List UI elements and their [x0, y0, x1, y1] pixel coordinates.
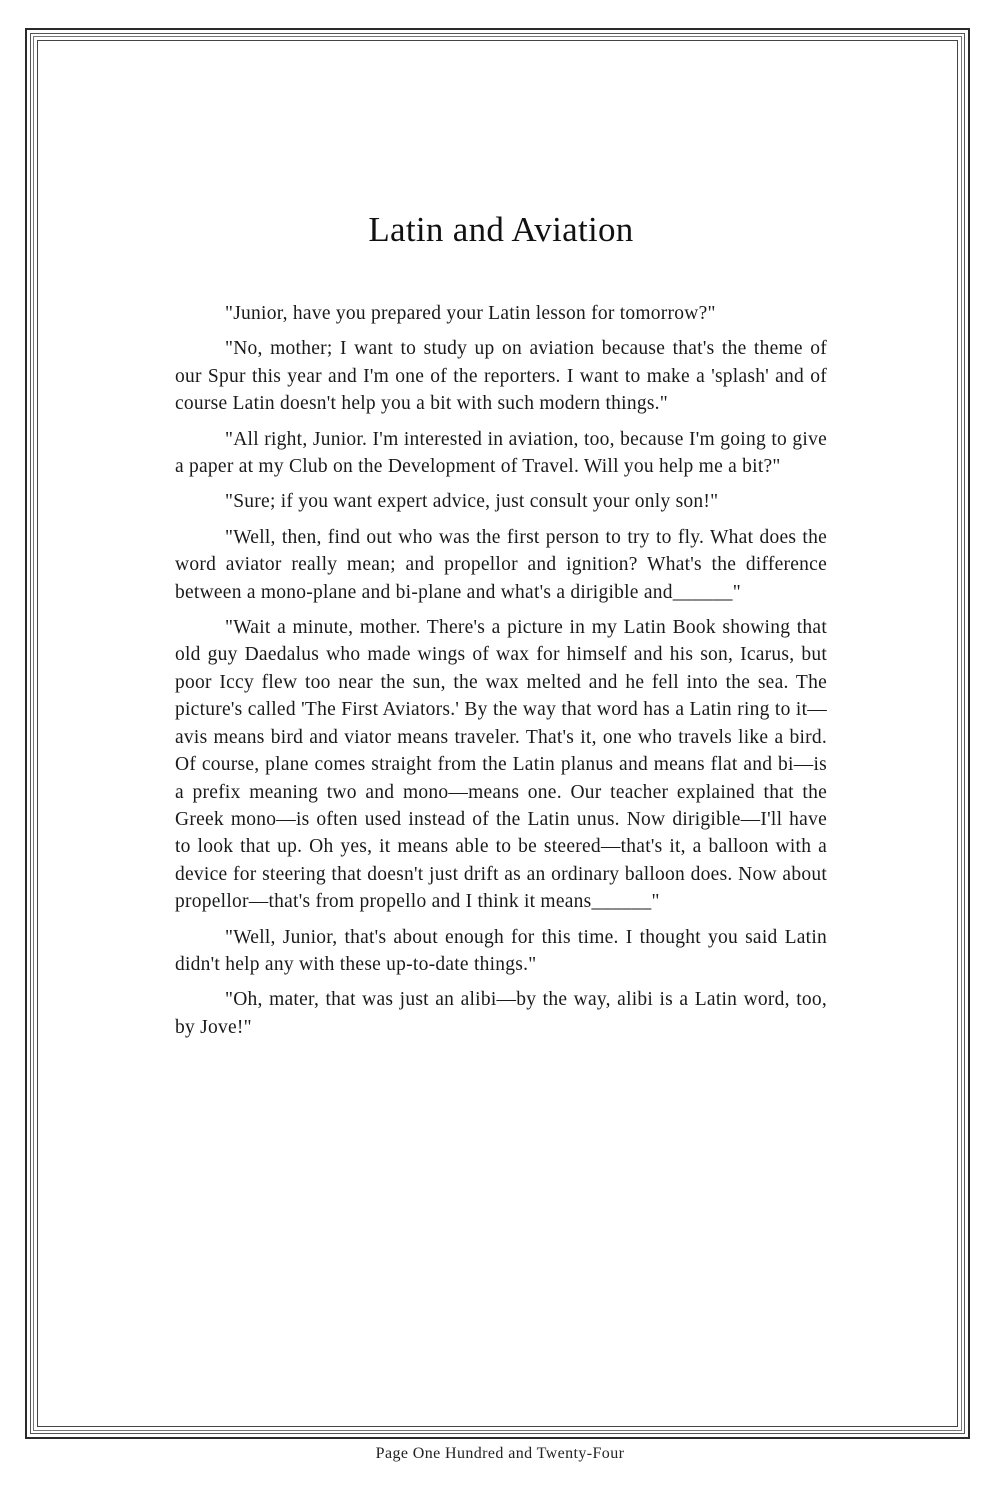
article-paragraph: "Junior, have you prepared your Latin lesson for tomorrow?" [225, 303, 716, 324]
article [175, 210, 827, 1049]
article-paragraph: "All right, Junior. I'm interested in aviation, too, because I'm going to give a paper at my Club on the Development of Travel. Will you help me a bit?" [175, 428, 827, 478]
article-paragraph: "Well, Junior, that's about enough for this time. I thought you said Latin didn't help any with these up-to-date things." [175, 926, 827, 975]
article-paragraph: "Wait a minute, mother. There's a picture in my Latin Book showing that old guy Daedalus who made wings of wax for himself and his son, Icarus, but poor Iccy flew too near the sun, the wax melted and he fell into the sea. The picture's called 'The First Aviators.' By the way that word has a Latin ring to it—avis means bird and viator means traveler. That's it, one who travels like a bird. Of course, plane comes straight from the Latin planus and means flat and bi—is a prefix meaning two and mono—means one. Our teacher explained that the Greek mono—is often used instead of the Latin unus. Now dirigible—I'll have to look that up. Oh yes, it means able to be steered—that's it, a balloon with a device for steering that doesn't just drift as an ordinary balloon does. Now about propellor—that's from propello and I think it means______" [175, 617, 827, 913]
article-paragraph: "Oh, mater, that was just an alibi—by the way, alibi is a Latin word, too, by Jove!" [175, 989, 827, 1038]
article-title: Latin and Aviation [368, 210, 634, 249]
page-number-footer: Page One Hundred and Twenty-Four [375, 1445, 625, 1462]
article-paragraph: "Sure; if you want expert advice, just consult your only son!" [225, 491, 719, 513]
article-paragraph: "No, mother; I want to study up on aviation because that's the theme of our Spur this year and I'm one of the reporters. I want to make a 'splash' and of course Latin doesn't help you a bit with such modern things." [175, 338, 827, 415]
article-paragraph: "Well, then, find out who was the first person to try to fly. What does the word aviator really mean; and propellor and ignition? What's the difference between a mono-plane and bi-plane and what's a dirigible and______" [175, 526, 827, 603]
